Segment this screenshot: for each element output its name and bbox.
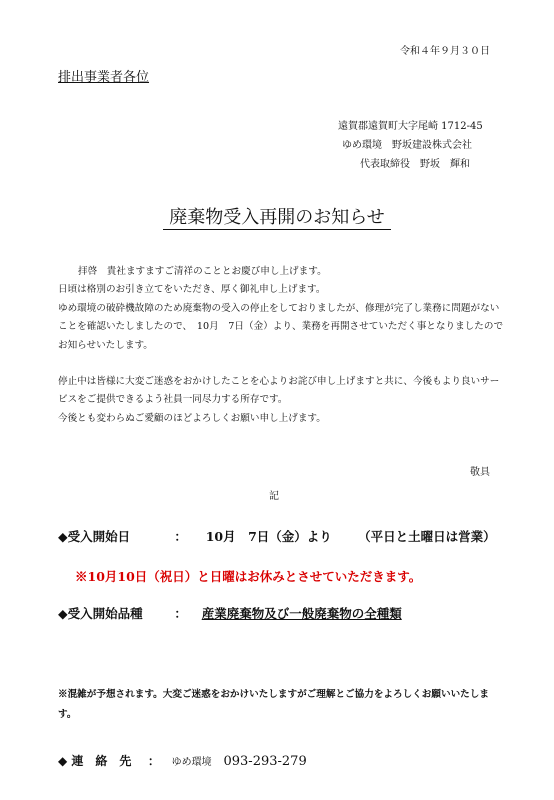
sender-company: ゆめ環境 野坂建設株式会社 [342, 140, 472, 151]
congestion-note: ※混雑が予想されます。大変ご迷惑をおかけいたしますがご理解とご協力をよろしくお願いいたします。 [58, 689, 489, 720]
waste-types-colon: ： [174, 606, 187, 621]
waste-types-row [58, 604, 402, 622]
closing-word: 敬具 [470, 467, 490, 478]
greeting-text: 拝啓 貴社ますますご清祥のこととお慶び申し上げます。 [78, 266, 327, 277]
start-date-label: ◆受入開始日 [58, 529, 131, 544]
closing-request-text: 今後とも変わらぬご愛顧のほどよろしくお願い申し上げます。 [58, 412, 326, 424]
ki-marker: 記 [269, 491, 279, 502]
contact-phone: 093-293-279 [223, 754, 307, 769]
greeting-line [58, 263, 508, 281]
thanks-line: 日頃は格別のお引き立てをいただき、厚く御礼申し上げます。 [58, 284, 326, 296]
resumption-text: ゆめ環境の破砕機故障のため廃棄物の受入の停止をしておりましたが、修理が完了し業務に問題がないことを確認いたしましたので、 10月 7日（金）より、業務を再開させていただく事となりましたのでお知らせいたします。 [58, 302, 504, 351]
start-date-value: 10月 7日（金）より [205, 529, 332, 544]
body-paragraph-2 [58, 373, 508, 428]
contact-org: ゆめ環境 [171, 757, 212, 768]
contact-colon: ： [147, 754, 160, 768]
document-date: 令和４年９月３０日 [400, 46, 490, 57]
sender-address: 遠賀郡遠賀町大字尾崎 1712-45 [338, 121, 483, 132]
body-paragraph-1 [58, 263, 508, 355]
addressee: 排出事業者各位 [58, 70, 150, 85]
start-date-row [58, 527, 496, 545]
holiday-notice: ※10月10日（祝日）と日曜はお休みとさせていただきます。 [75, 569, 422, 584]
document-title [0, 203, 554, 229]
waste-types-value: 産業廃棄物及び一般廃棄物の全種類 [201, 606, 402, 621]
contact-row [58, 752, 307, 769]
contact-label: ◆ 連 絡 先 [58, 754, 132, 768]
start-date-note: （平日と土曜日は営業） [358, 529, 496, 544]
waste-types-label: ◆受入開始品種 [58, 606, 143, 621]
apology-text: 停止中は皆様に大変ご迷惑をおかけしたことを心よりお詫び申し上げますと共に、今後もより良いサービスをご提供できるよう社員一同尽力する所存です。 [58, 376, 500, 406]
document-title-text: 廃棄物受入再開のお知らせ [163, 207, 390, 230]
sender-representative: 代表取締役 野坂 輝和 [360, 159, 470, 170]
start-date-colon: ： [174, 529, 187, 544]
